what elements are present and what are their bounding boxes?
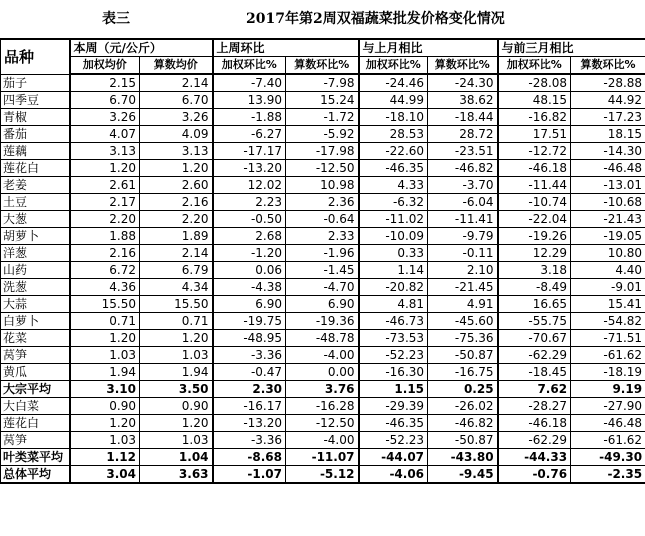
row-value-cell: -16.30: [359, 364, 428, 381]
row-value-cell: -0.50: [213, 211, 286, 228]
row-product-name: 大蒜: [1, 296, 70, 313]
row-value-cell: -21.43: [571, 211, 645, 228]
row-value-cell: -55.75: [498, 313, 571, 330]
row-value-cell: 44.99: [359, 92, 428, 109]
table-row: [1, 296, 645, 313]
row-value-cell: -61.62: [571, 347, 645, 364]
row-value-cell: 15.24: [286, 92, 359, 109]
row-value-cell: 10.98: [286, 177, 359, 194]
row-product-name: 青椒: [1, 109, 70, 126]
row-value-cell: -19.75: [213, 313, 286, 330]
table-row: [1, 211, 645, 228]
row-value-cell: -13.20: [213, 160, 286, 177]
row-value-cell: 1.15: [359, 381, 428, 398]
header-group-last-month: 与上月相比: [359, 39, 498, 57]
price-table: [0, 38, 645, 484]
row-value-cell: -1.45: [286, 262, 359, 279]
row-product-name: 莲花白: [1, 160, 70, 177]
row-value-cell: -19.05: [571, 228, 645, 245]
header-product: 品种: [1, 39, 70, 74]
row-product-name: 山药: [1, 262, 70, 279]
row-value-cell: 1.20: [140, 160, 213, 177]
row-value-cell: 3.50: [140, 381, 213, 398]
row-value-cell: -19.26: [498, 228, 571, 245]
row-value-cell: -70.67: [498, 330, 571, 347]
row-value-cell: -46.18: [498, 415, 571, 432]
row-value-cell: -6.27: [213, 126, 286, 143]
row-product-name: 土豆: [1, 194, 70, 211]
row-value-cell: 4.40: [571, 262, 645, 279]
row-value-cell: 4.34: [140, 279, 213, 296]
row-value-cell: 12.02: [213, 177, 286, 194]
row-value-cell: 3.10: [70, 381, 140, 398]
row-product-name: 老姜: [1, 177, 70, 194]
row-value-cell: -7.98: [286, 74, 359, 92]
row-value-cell: -5.12: [286, 466, 359, 484]
table-row: [1, 194, 645, 211]
row-value-cell: 6.90: [213, 296, 286, 313]
table-row: [1, 262, 645, 279]
row-value-cell: -3.36: [213, 347, 286, 364]
row-product-name: 莴笋: [1, 432, 70, 449]
row-value-cell: 1.20: [70, 330, 140, 347]
row-value-cell: 0.71: [70, 313, 140, 330]
row-value-cell: 2.23: [213, 194, 286, 211]
row-value-cell: -10.74: [498, 194, 571, 211]
row-value-cell: 6.70: [140, 92, 213, 109]
table-row: [1, 74, 645, 92]
table-row: [1, 228, 645, 245]
row-value-cell: -14.30: [571, 143, 645, 160]
header-group-last-week: 上周环比: [213, 39, 359, 57]
row-value-cell: -13.01: [571, 177, 645, 194]
row-value-cell: -28.08: [498, 74, 571, 92]
row-value-cell: -46.82: [428, 415, 498, 432]
row-value-cell: -44.33: [498, 449, 571, 466]
row-value-cell: 4.91: [428, 296, 498, 313]
table-row: [1, 143, 645, 160]
row-value-cell: -9.79: [428, 228, 498, 245]
row-value-cell: -7.40: [213, 74, 286, 92]
row-value-cell: 3.13: [70, 143, 140, 160]
row-value-cell: 2.14: [140, 74, 213, 92]
row-product-name: 黄瓜: [1, 364, 70, 381]
table-row: [1, 160, 645, 177]
row-product-name: 大白菜: [1, 398, 70, 415]
row-value-cell: 0.00: [286, 364, 359, 381]
row-value-cell: -0.64: [286, 211, 359, 228]
row-value-cell: -44.07: [359, 449, 428, 466]
row-value-cell: -4.06: [359, 466, 428, 484]
row-value-cell: -22.60: [359, 143, 428, 160]
row-value-cell: 1.88: [70, 228, 140, 245]
row-value-cell: 2.68: [213, 228, 286, 245]
row-value-cell: -0.76: [498, 466, 571, 484]
row-value-cell: -18.19: [571, 364, 645, 381]
row-value-cell: -10.68: [571, 194, 645, 211]
row-value-cell: -3.70: [428, 177, 498, 194]
row-product-name: 莴笋: [1, 347, 70, 364]
table-row: [1, 279, 645, 296]
row-value-cell: -1.96: [286, 245, 359, 262]
row-value-cell: 16.65: [498, 296, 571, 313]
row-value-cell: -46.35: [359, 160, 428, 177]
row-value-cell: 1.14: [359, 262, 428, 279]
row-value-cell: -17.23: [571, 109, 645, 126]
row-value-cell: 4.09: [140, 126, 213, 143]
row-value-cell: 6.70: [70, 92, 140, 109]
row-value-cell: 1.20: [140, 415, 213, 432]
row-value-cell: -11.41: [428, 211, 498, 228]
row-value-cell: -61.62: [571, 432, 645, 449]
row-value-cell: -46.82: [428, 160, 498, 177]
table-row: [1, 466, 645, 484]
row-value-cell: 4.07: [70, 126, 140, 143]
table-row: [1, 449, 645, 466]
table-row: [1, 245, 645, 262]
row-product-name: 大葱: [1, 211, 70, 228]
row-value-cell: -28.88: [571, 74, 645, 92]
row-value-cell: 6.90: [286, 296, 359, 313]
row-value-cell: 2.20: [70, 211, 140, 228]
row-value-cell: -17.98: [286, 143, 359, 160]
row-value-cell: -4.00: [286, 432, 359, 449]
header-sub-weighted-3month: 加权环比%: [498, 57, 571, 75]
row-value-cell: -48.78: [286, 330, 359, 347]
row-value-cell: -21.45: [428, 279, 498, 296]
row-value-cell: 3.63: [140, 466, 213, 484]
row-value-cell: -11.02: [359, 211, 428, 228]
row-value-cell: 1.89: [140, 228, 213, 245]
row-value-cell: -11.07: [286, 449, 359, 466]
row-value-cell: -10.09: [359, 228, 428, 245]
header-sub-weighted-week: 加权环比%: [213, 57, 286, 75]
row-value-cell: 3.13: [140, 143, 213, 160]
row-value-cell: -24.46: [359, 74, 428, 92]
row-value-cell: -27.90: [571, 398, 645, 415]
row-value-cell: -45.60: [428, 313, 498, 330]
row-value-cell: 28.53: [359, 126, 428, 143]
row-value-cell: 28.72: [428, 126, 498, 143]
row-value-cell: -19.36: [286, 313, 359, 330]
row-product-name: 洗葱: [1, 279, 70, 296]
row-value-cell: 1.03: [140, 432, 213, 449]
header-sub-weighted-month: 加权环比%: [359, 57, 428, 75]
row-value-cell: -50.87: [428, 432, 498, 449]
row-value-cell: 2.16: [140, 194, 213, 211]
row-value-cell: 6.79: [140, 262, 213, 279]
row-value-cell: 38.62: [428, 92, 498, 109]
row-value-cell: 4.81: [359, 296, 428, 313]
row-product-name: 白萝卜: [1, 313, 70, 330]
table-row: [1, 109, 645, 126]
header-sub-arith-price: 算数均价: [140, 57, 213, 75]
row-value-cell: -48.95: [213, 330, 286, 347]
row-product-name: 洋葱: [1, 245, 70, 262]
row-value-cell: 2.36: [286, 194, 359, 211]
row-value-cell: -9.01: [571, 279, 645, 296]
table-row: [1, 330, 645, 347]
row-value-cell: 3.26: [140, 109, 213, 126]
row-value-cell: -43.80: [428, 449, 498, 466]
row-value-cell: -12.72: [498, 143, 571, 160]
row-value-cell: -26.02: [428, 398, 498, 415]
row-value-cell: -75.36: [428, 330, 498, 347]
row-value-cell: -6.04: [428, 194, 498, 211]
row-value-cell: -46.18: [498, 160, 571, 177]
row-value-cell: 2.33: [286, 228, 359, 245]
row-value-cell: 1.04: [140, 449, 213, 466]
table-row: [1, 364, 645, 381]
row-value-cell: -16.28: [286, 398, 359, 415]
row-value-cell: -4.70: [286, 279, 359, 296]
row-value-cell: 3.04: [70, 466, 140, 484]
row-value-cell: 12.29: [498, 245, 571, 262]
table-row: [1, 381, 645, 398]
row-value-cell: -46.48: [571, 160, 645, 177]
row-value-cell: -29.39: [359, 398, 428, 415]
row-value-cell: 2.30: [213, 381, 286, 398]
row-value-cell: -62.29: [498, 347, 571, 364]
row-value-cell: 0.90: [140, 398, 213, 415]
header-group-this-week: 本周（元/公斤）: [70, 39, 213, 57]
row-value-cell: 15.50: [140, 296, 213, 313]
row-value-cell: -18.45: [498, 364, 571, 381]
row-product-name: 莲花白: [1, 415, 70, 432]
row-value-cell: 0.33: [359, 245, 428, 262]
row-value-cell: -12.50: [286, 160, 359, 177]
row-value-cell: 0.90: [70, 398, 140, 415]
row-value-cell: 1.20: [140, 330, 213, 347]
row-value-cell: -24.30: [428, 74, 498, 92]
row-value-cell: -71.51: [571, 330, 645, 347]
row-product-name: 茄子: [1, 74, 70, 92]
row-value-cell: 3.18: [498, 262, 571, 279]
row-value-cell: -28.27: [498, 398, 571, 415]
header-group-three-months: 与前三月相比: [498, 39, 645, 57]
table-row: [1, 177, 645, 194]
row-value-cell: -18.44: [428, 109, 498, 126]
row-value-cell: -8.68: [213, 449, 286, 466]
row-value-cell: -12.50: [286, 415, 359, 432]
row-value-cell: -2.35: [571, 466, 645, 484]
header-sub-arith-month: 算数环比%: [428, 57, 498, 75]
row-product-name: 花菜: [1, 330, 70, 347]
row-value-cell: 17.51: [498, 126, 571, 143]
row-value-cell: -1.72: [286, 109, 359, 126]
row-value-cell: -46.73: [359, 313, 428, 330]
row-product-name: 胡萝卜: [1, 228, 70, 245]
row-value-cell: -1.88: [213, 109, 286, 126]
row-value-cell: 2.16: [70, 245, 140, 262]
row-product-name: 叶类菜平均: [1, 449, 70, 466]
row-value-cell: 2.20: [140, 211, 213, 228]
row-value-cell: -6.32: [359, 194, 428, 211]
row-product-name: 总体平均: [1, 466, 70, 484]
row-value-cell: 4.36: [70, 279, 140, 296]
row-value-cell: 2.17: [70, 194, 140, 211]
header-sub-arith-week: 算数环比%: [286, 57, 359, 75]
row-value-cell: 4.33: [359, 177, 428, 194]
table-row: [1, 415, 645, 432]
row-product-name: 四季豆: [1, 92, 70, 109]
row-value-cell: -52.23: [359, 432, 428, 449]
row-value-cell: -9.45: [428, 466, 498, 484]
row-product-name: 大宗平均: [1, 381, 70, 398]
row-value-cell: -3.36: [213, 432, 286, 449]
table-row: [1, 432, 645, 449]
row-value-cell: 9.19: [571, 381, 645, 398]
row-value-cell: -1.07: [213, 466, 286, 484]
row-value-cell: 2.14: [140, 245, 213, 262]
row-value-cell: -11.44: [498, 177, 571, 194]
header-sub-weighted-price: 加权均价: [70, 57, 140, 75]
table-row: [1, 92, 645, 109]
row-value-cell: 0.06: [213, 262, 286, 279]
row-value-cell: 2.60: [140, 177, 213, 194]
table-row: [1, 398, 645, 415]
row-value-cell: -18.10: [359, 109, 428, 126]
row-value-cell: -54.82: [571, 313, 645, 330]
row-value-cell: 18.15: [571, 126, 645, 143]
row-value-cell: -62.29: [498, 432, 571, 449]
row-value-cell: -5.92: [286, 126, 359, 143]
row-value-cell: 44.92: [571, 92, 645, 109]
row-value-cell: 1.94: [70, 364, 140, 381]
row-value-cell: -8.49: [498, 279, 571, 296]
row-value-cell: -46.35: [359, 415, 428, 432]
row-value-cell: -52.23: [359, 347, 428, 364]
row-value-cell: 48.15: [498, 92, 571, 109]
row-value-cell: -46.48: [571, 415, 645, 432]
row-value-cell: 1.20: [70, 415, 140, 432]
row-product-name: 番茄: [1, 126, 70, 143]
header-row-sub: [1, 57, 645, 75]
row-value-cell: -49.30: [571, 449, 645, 466]
row-value-cell: 1.94: [140, 364, 213, 381]
header-sub-arith-3month: 算数环比%: [571, 57, 645, 75]
row-value-cell: -4.38: [213, 279, 286, 296]
row-value-cell: -0.47: [213, 364, 286, 381]
row-value-cell: 1.03: [140, 347, 213, 364]
row-value-cell: -17.17: [213, 143, 286, 160]
row-value-cell: -23.51: [428, 143, 498, 160]
row-value-cell: 1.03: [70, 347, 140, 364]
row-value-cell: 2.15: [70, 74, 140, 92]
header-row-groups: [1, 39, 645, 57]
row-value-cell: 3.76: [286, 381, 359, 398]
table-label: 表三: [102, 11, 130, 27]
row-value-cell: 1.12: [70, 449, 140, 466]
row-value-cell: -4.00: [286, 347, 359, 364]
table-row: [1, 313, 645, 330]
row-value-cell: -1.20: [213, 245, 286, 262]
row-value-cell: -22.04: [498, 211, 571, 228]
row-value-cell: 0.71: [140, 313, 213, 330]
row-value-cell: 1.03: [70, 432, 140, 449]
row-value-cell: 3.26: [70, 109, 140, 126]
table-title: 2017年第2周双福蔬菜批发价格变化情况: [246, 11, 505, 27]
row-value-cell: 0.25: [428, 381, 498, 398]
row-value-cell: -50.87: [428, 347, 498, 364]
row-value-cell: -20.82: [359, 279, 428, 296]
row-value-cell: -0.11: [428, 245, 498, 262]
row-value-cell: -73.53: [359, 330, 428, 347]
row-value-cell: 15.50: [70, 296, 140, 313]
row-value-cell: 15.41: [571, 296, 645, 313]
row-value-cell: 7.62: [498, 381, 571, 398]
row-value-cell: 13.90: [213, 92, 286, 109]
table-row: [1, 126, 645, 143]
row-value-cell: -16.82: [498, 109, 571, 126]
table-row: [1, 347, 645, 364]
row-value-cell: 2.61: [70, 177, 140, 194]
row-value-cell: -16.17: [213, 398, 286, 415]
row-value-cell: 1.20: [70, 160, 140, 177]
row-value-cell: 10.80: [571, 245, 645, 262]
row-value-cell: 6.72: [70, 262, 140, 279]
row-product-name: 莲藕: [1, 143, 70, 160]
row-value-cell: 2.10: [428, 262, 498, 279]
row-value-cell: -16.75: [428, 364, 498, 381]
row-value-cell: -13.20: [213, 415, 286, 432]
